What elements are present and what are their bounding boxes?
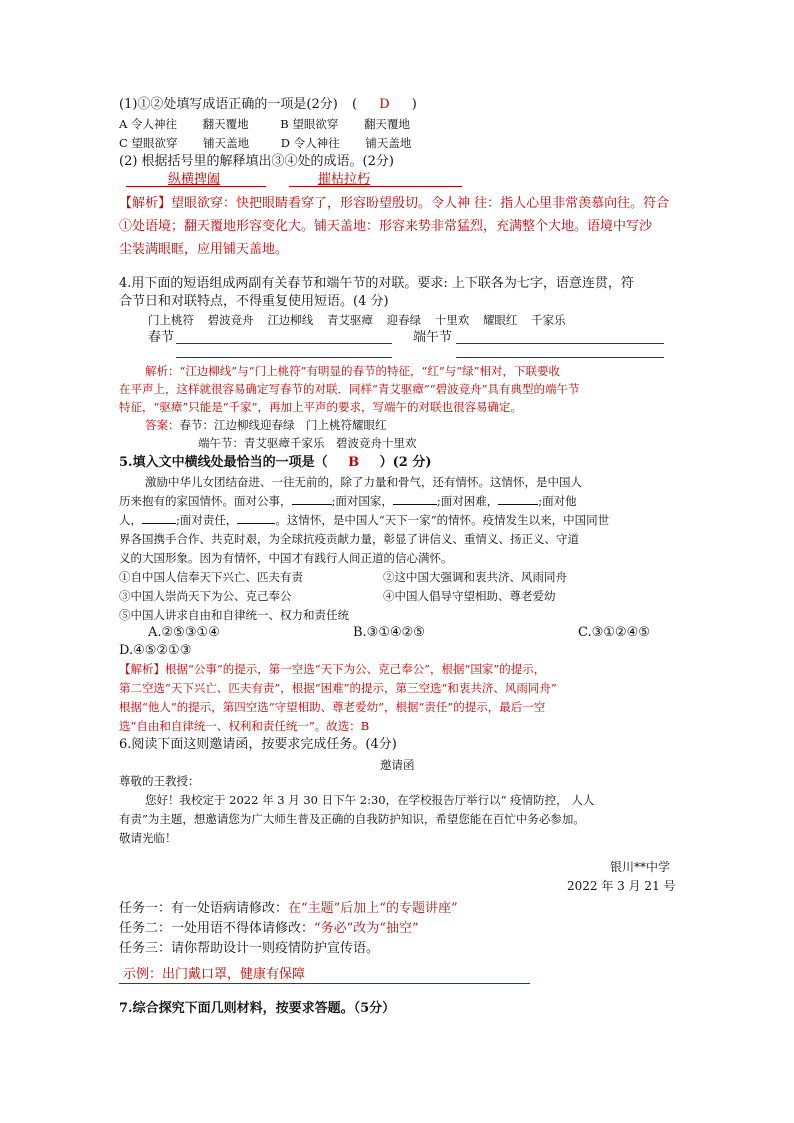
item-number: ② xyxy=(383,570,395,584)
option-word: 翻天覆地 xyxy=(202,117,249,131)
answer-mark: D xyxy=(379,97,390,112)
item-row xyxy=(119,606,349,624)
question-text: ）(2 分) xyxy=(379,455,432,470)
option-word: 令人神往 xyxy=(130,117,177,131)
question-text: 7.综合探究下面几则材料，按要求答题。（5分） xyxy=(119,1001,396,1016)
blank xyxy=(393,492,437,505)
blank xyxy=(237,511,275,524)
option-letter: B xyxy=(280,117,289,131)
option-b: B.③①④②⑤ xyxy=(353,625,425,640)
phrase: 十里欢 xyxy=(434,313,470,327)
option-word: 翻天覆地 xyxy=(364,117,411,131)
passage-line xyxy=(119,492,577,510)
couplet-answer: 端午节：青艾驱瘴千家乐 碧波竞舟十里欢 xyxy=(198,436,417,450)
option-letter: A xyxy=(119,117,128,131)
item-number: ① xyxy=(119,570,131,584)
blank xyxy=(292,492,332,505)
answer-mark: B xyxy=(348,455,360,470)
question-title xyxy=(119,454,432,472)
salutation: 尊敬的王教授： xyxy=(119,774,200,788)
phrase-list xyxy=(148,311,566,329)
letter-body-line: 敬请光临！ xyxy=(119,831,177,845)
passage-line xyxy=(119,511,609,529)
passage-text: ;面对困难， xyxy=(436,494,499,508)
analysis-line: 【解析】根据“公事”的提示，第一空选“天下为公、克己奉公”，根据“国家”的提示， xyxy=(119,662,546,676)
answer-label: 答案： xyxy=(145,418,180,432)
answer-couplet-1 xyxy=(145,416,387,434)
option-word: 铺天盖地 xyxy=(365,136,412,150)
passage-text: 历来抱有的家国情怀。面对公事， xyxy=(119,494,292,508)
phrase: 青艾驱瘴 xyxy=(326,313,373,327)
item-text: 中国人倡导守望相助、尊老爱幼 xyxy=(394,589,556,603)
letter-body-line: 有责”为主题，想邀请您为广大师生普及正确的自我防护知识，希望您能在百忙中务必参加。 xyxy=(119,812,585,826)
task-label: 任务一：有一处语病请修改： xyxy=(119,901,289,916)
analysis-line: 选“自由和自律统一、权利和责任统一”。故选：B xyxy=(119,719,370,733)
analysis-line: 【解析】望眼欲穿：快把眼睛看穿了，形容盼望殷切。令人神 往：指人心里非常羡慕向往。符合 xyxy=(119,196,670,211)
letter-signature: 银川**中学 xyxy=(610,860,671,874)
item-text: 中国人讲求自由和自律统一、权力和责任统 xyxy=(130,608,349,622)
question-text: 5.填入文中横线处最恰当的一项是（ xyxy=(119,455,328,470)
option-word: 令人神往 xyxy=(293,136,340,150)
task-answer: 在“主题”后加上“的专题讲座” xyxy=(288,901,458,916)
item-number: ③ xyxy=(119,589,131,603)
question-title: 合节日和对联特点，不得重复使用短语。(4 分) xyxy=(119,294,389,309)
analysis-line: 根据“他人”的提示，第四空选“守望相助、尊老爱幼”，根据“责任”的提示，最后一空 xyxy=(119,700,546,714)
analysis-line: 尘装满眼眶，应用铺天盖地。 xyxy=(119,242,289,257)
couplet-answer: 春节：江边柳线迎春绿 门上桃符耀眼红 xyxy=(179,418,387,432)
paren: ( xyxy=(351,97,358,112)
option-c: C.③①②④⑤ xyxy=(578,625,650,640)
option-a: A.②⑤③①④ xyxy=(148,625,220,640)
paren: ) xyxy=(411,97,417,112)
question-title xyxy=(119,1000,395,1018)
phrase: 碧波竞舟 xyxy=(207,313,254,327)
task-3 xyxy=(119,940,379,958)
analysis-line: 第二空选“天下兴亡、匹夫有责”，根据“困难”的提示，第三空选“和衷共济、风雨同舟” xyxy=(119,681,557,695)
letter-body-line: 您好！我校定于 2022 年 3 月 30 日下午 2:30，在学校报告厅举行以“ 疫情防控， 人人 xyxy=(145,793,595,807)
question-title: 6.阅读下面这则邀请函，按要求完成任务。(4分) xyxy=(119,737,397,752)
options-row-2 xyxy=(119,134,411,152)
item-row xyxy=(383,568,567,586)
passage-line: 界各国携手合作、共克时艰，为全球抗疫贡献力量，彰显了讲信义、重情义、扬正义、守道 xyxy=(119,532,579,546)
passage-text: ;面对责任， xyxy=(176,513,238,527)
question-sub2: (2) 根据括号里的解释填出③④处的成语。(2分) xyxy=(119,154,394,169)
phrase: 江边柳线 xyxy=(267,313,314,327)
task-2 xyxy=(119,920,419,938)
option-word: 望眼欲穿 xyxy=(131,136,178,150)
blank xyxy=(142,511,176,524)
letter-date: 2022 年 3 月 21 号 xyxy=(567,879,676,893)
question-sub1 xyxy=(119,96,417,114)
analysis-line: 解析：“江边柳线”与“门上桃符”有明显的春节的特征，“红”与“绿”相对，下联要收 xyxy=(145,364,561,378)
item-row xyxy=(119,568,303,586)
option-d: D.④⑤②①③ xyxy=(119,643,192,658)
item-text: 中国人崇尚天下为公、克己奉公 xyxy=(130,589,292,603)
analysis-line: ①处语境；翻天覆地形容变化大。铺天盖地：形容来势非常猛烈，充满整个大地。语境中写沙 xyxy=(119,219,653,234)
blank xyxy=(498,492,538,505)
passage-line: 义的大国形象。因为有情怀，中国才有践行人间正道的信心满怀。 xyxy=(119,551,453,565)
passage-text: ;面对他 xyxy=(538,494,577,508)
item-text: 这中国大强调和衷共济、风雨同舟 xyxy=(394,570,567,584)
phrase: 耀眼红 xyxy=(482,313,518,327)
item-number: ⑤ xyxy=(119,608,131,622)
phrase: 迎春绿 xyxy=(386,313,422,327)
idiom-answer-4: 摧枯拉朽 xyxy=(318,172,371,187)
analysis-line: 在平声上，这样就很容易确定写春节的对联．同样“青艾驱瘴”“碧波竞舟”具有典型的端午节 xyxy=(119,382,580,396)
passage-text: ;面对国家， xyxy=(331,494,393,508)
options-row-1 xyxy=(119,115,410,133)
task-label: 任务三：请你帮助设计一则疫情防护宣传语。 xyxy=(119,941,380,956)
task-label: 任务二：一处用语不得体请修改： xyxy=(119,921,315,936)
question-title: 4.用下面的短语组成两副有关春节和端午节的对联。要求: 上下联各为七字，语意连贯，符 xyxy=(119,276,634,291)
dragon-boat-label: 端午节 xyxy=(413,330,453,345)
task-1 xyxy=(119,900,458,918)
option-letter: C xyxy=(119,136,128,150)
item-text: 自中国人信奉天下兴亡、匹夫有责 xyxy=(130,570,303,584)
phrase: 门上桃符 xyxy=(148,313,194,327)
passage-text: 人， xyxy=(119,513,142,527)
spring-label: 春节 xyxy=(148,330,175,345)
phrase: 千家乐 xyxy=(531,313,566,327)
option-letter: D xyxy=(280,136,291,150)
question-text: (1)①②处填写成语正确的一项是(2分) xyxy=(119,97,338,112)
letter-title: 邀请函 xyxy=(380,758,415,772)
item-row xyxy=(119,587,292,605)
item-row xyxy=(383,587,556,605)
example-slogan: 示例：出门戴口罩，健康有保障 xyxy=(123,967,306,982)
option-word: 铺天盖地 xyxy=(203,136,250,150)
passage-line: 激励中华儿女团结奋进、一往无前的，除了力量和骨气，还有情怀。这情怀，是中国人 xyxy=(145,475,582,489)
passage-text: 。这情怀，是中国人“天下一家”的情怀。疫情发生以来，中国同世 xyxy=(275,513,610,527)
analysis-line: 特征，“驱瘴”只能是“千家”，再加上平声的要求，写端午的对联也很容易确定。 xyxy=(119,400,523,414)
option-word: 望眼欲穿 xyxy=(292,117,339,131)
task-answer: “务必”改为“抽空” xyxy=(314,921,419,936)
idiom-answer-3: 纵横捭阖 xyxy=(168,172,221,187)
item-number: ④ xyxy=(383,589,395,603)
